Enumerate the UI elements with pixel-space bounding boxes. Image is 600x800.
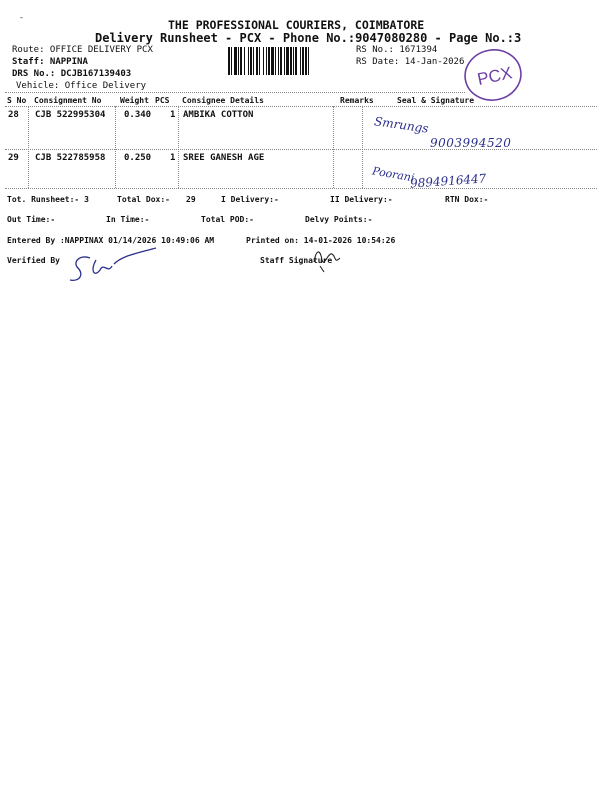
- col-weight: Weight: [120, 96, 149, 105]
- col-consignee: Consignee Details: [182, 96, 264, 105]
- col-seal: Seal & Signature: [397, 96, 475, 105]
- row2-sno: 29: [8, 153, 19, 163]
- company-title: THE PROFESSIONAL COURIERS, COIMBATORE: [168, 18, 425, 32]
- header-top-rule: [5, 92, 465, 93]
- row2-weight: 0.250: [124, 153, 152, 163]
- header-bottom-rule: [5, 106, 597, 107]
- rtn-dox: RTN Dox:-: [445, 195, 489, 204]
- staff-label: Staff: NAPPINA: [12, 57, 88, 67]
- barcode: [228, 47, 354, 75]
- printed-on: Printed on: 14-01-2026 10:54:26: [246, 236, 396, 245]
- dash-mark: -: [19, 13, 24, 22]
- verified-by: Verified By: [7, 256, 60, 265]
- col-pcs: PCS: [155, 96, 170, 105]
- rs-number: RS No.: 1671394: [356, 45, 438, 55]
- col-divider: [178, 106, 179, 188]
- runsheet-subtitle: Delivery Runsheet - PCX - Phone No.:9047080280 - Page No.:3: [95, 31, 522, 45]
- col-remarks: Remarks: [340, 96, 374, 105]
- col-divider: [333, 106, 334, 188]
- tot-runsheet: Tot. Runsheet:- 3: [7, 195, 89, 204]
- row1-weight: 0.340: [124, 110, 152, 120]
- col-divider: [28, 106, 29, 188]
- col-sno: S No: [7, 96, 27, 105]
- col-divider: [362, 106, 363, 188]
- vehicle-label: Vehicle: Office Delivery: [16, 81, 147, 91]
- row1-consignee: AMBIKA COTTON: [183, 110, 254, 120]
- ii-delivery: II Delivery:-: [330, 195, 393, 204]
- row1-sno: 28: [8, 110, 19, 120]
- out-time: Out Time:-: [7, 215, 56, 224]
- row2-handwritten-phone: 9894916447: [409, 171, 487, 191]
- total-dox-value: 29: [186, 195, 196, 204]
- staff-signature: [300, 238, 360, 274]
- delvy-points: Delvy Points:-: [305, 215, 373, 224]
- route-label: Route: OFFICE DELIVERY PCX: [12, 45, 153, 55]
- i-delivery: I Delivery:-: [221, 195, 279, 204]
- row1-handwritten-phone: 9003994520: [430, 136, 512, 150]
- entered-by: Entered By :NAPPINAX 01/14/2026 10:49:06 AM: [7, 236, 215, 245]
- total-pod: Total POD:-: [201, 215, 254, 224]
- row2-pcs: 1: [170, 153, 176, 163]
- table-bottom-rule: [5, 188, 597, 189]
- col-consignment: Consignment No: [34, 96, 102, 105]
- row2-handwritten-name: Poorani: [371, 164, 416, 185]
- in-time: In Time:-: [106, 215, 150, 224]
- staff-signature-label: Staff Signature: [260, 256, 333, 265]
- verifier-signature: [60, 240, 180, 290]
- row2-consignment: CJB 522785958: [35, 153, 106, 163]
- row1-divider: [5, 149, 597, 150]
- stamp-text: PCX: [475, 63, 514, 90]
- col-divider: [115, 106, 116, 188]
- drs-number: DRS No.: DCJB167139403: [12, 69, 132, 79]
- row2-consignee: SREE GANESH AGE: [183, 153, 265, 163]
- total-dox-label: Total Dox:-: [117, 195, 170, 204]
- row1-handwritten-name: Smrungs: [373, 114, 430, 136]
- row1-consignment: CJB 522995304: [35, 110, 106, 120]
- rs-date: RS Date: 14-Jan-2026: [356, 57, 465, 67]
- row1-pcs: 1: [170, 110, 176, 120]
